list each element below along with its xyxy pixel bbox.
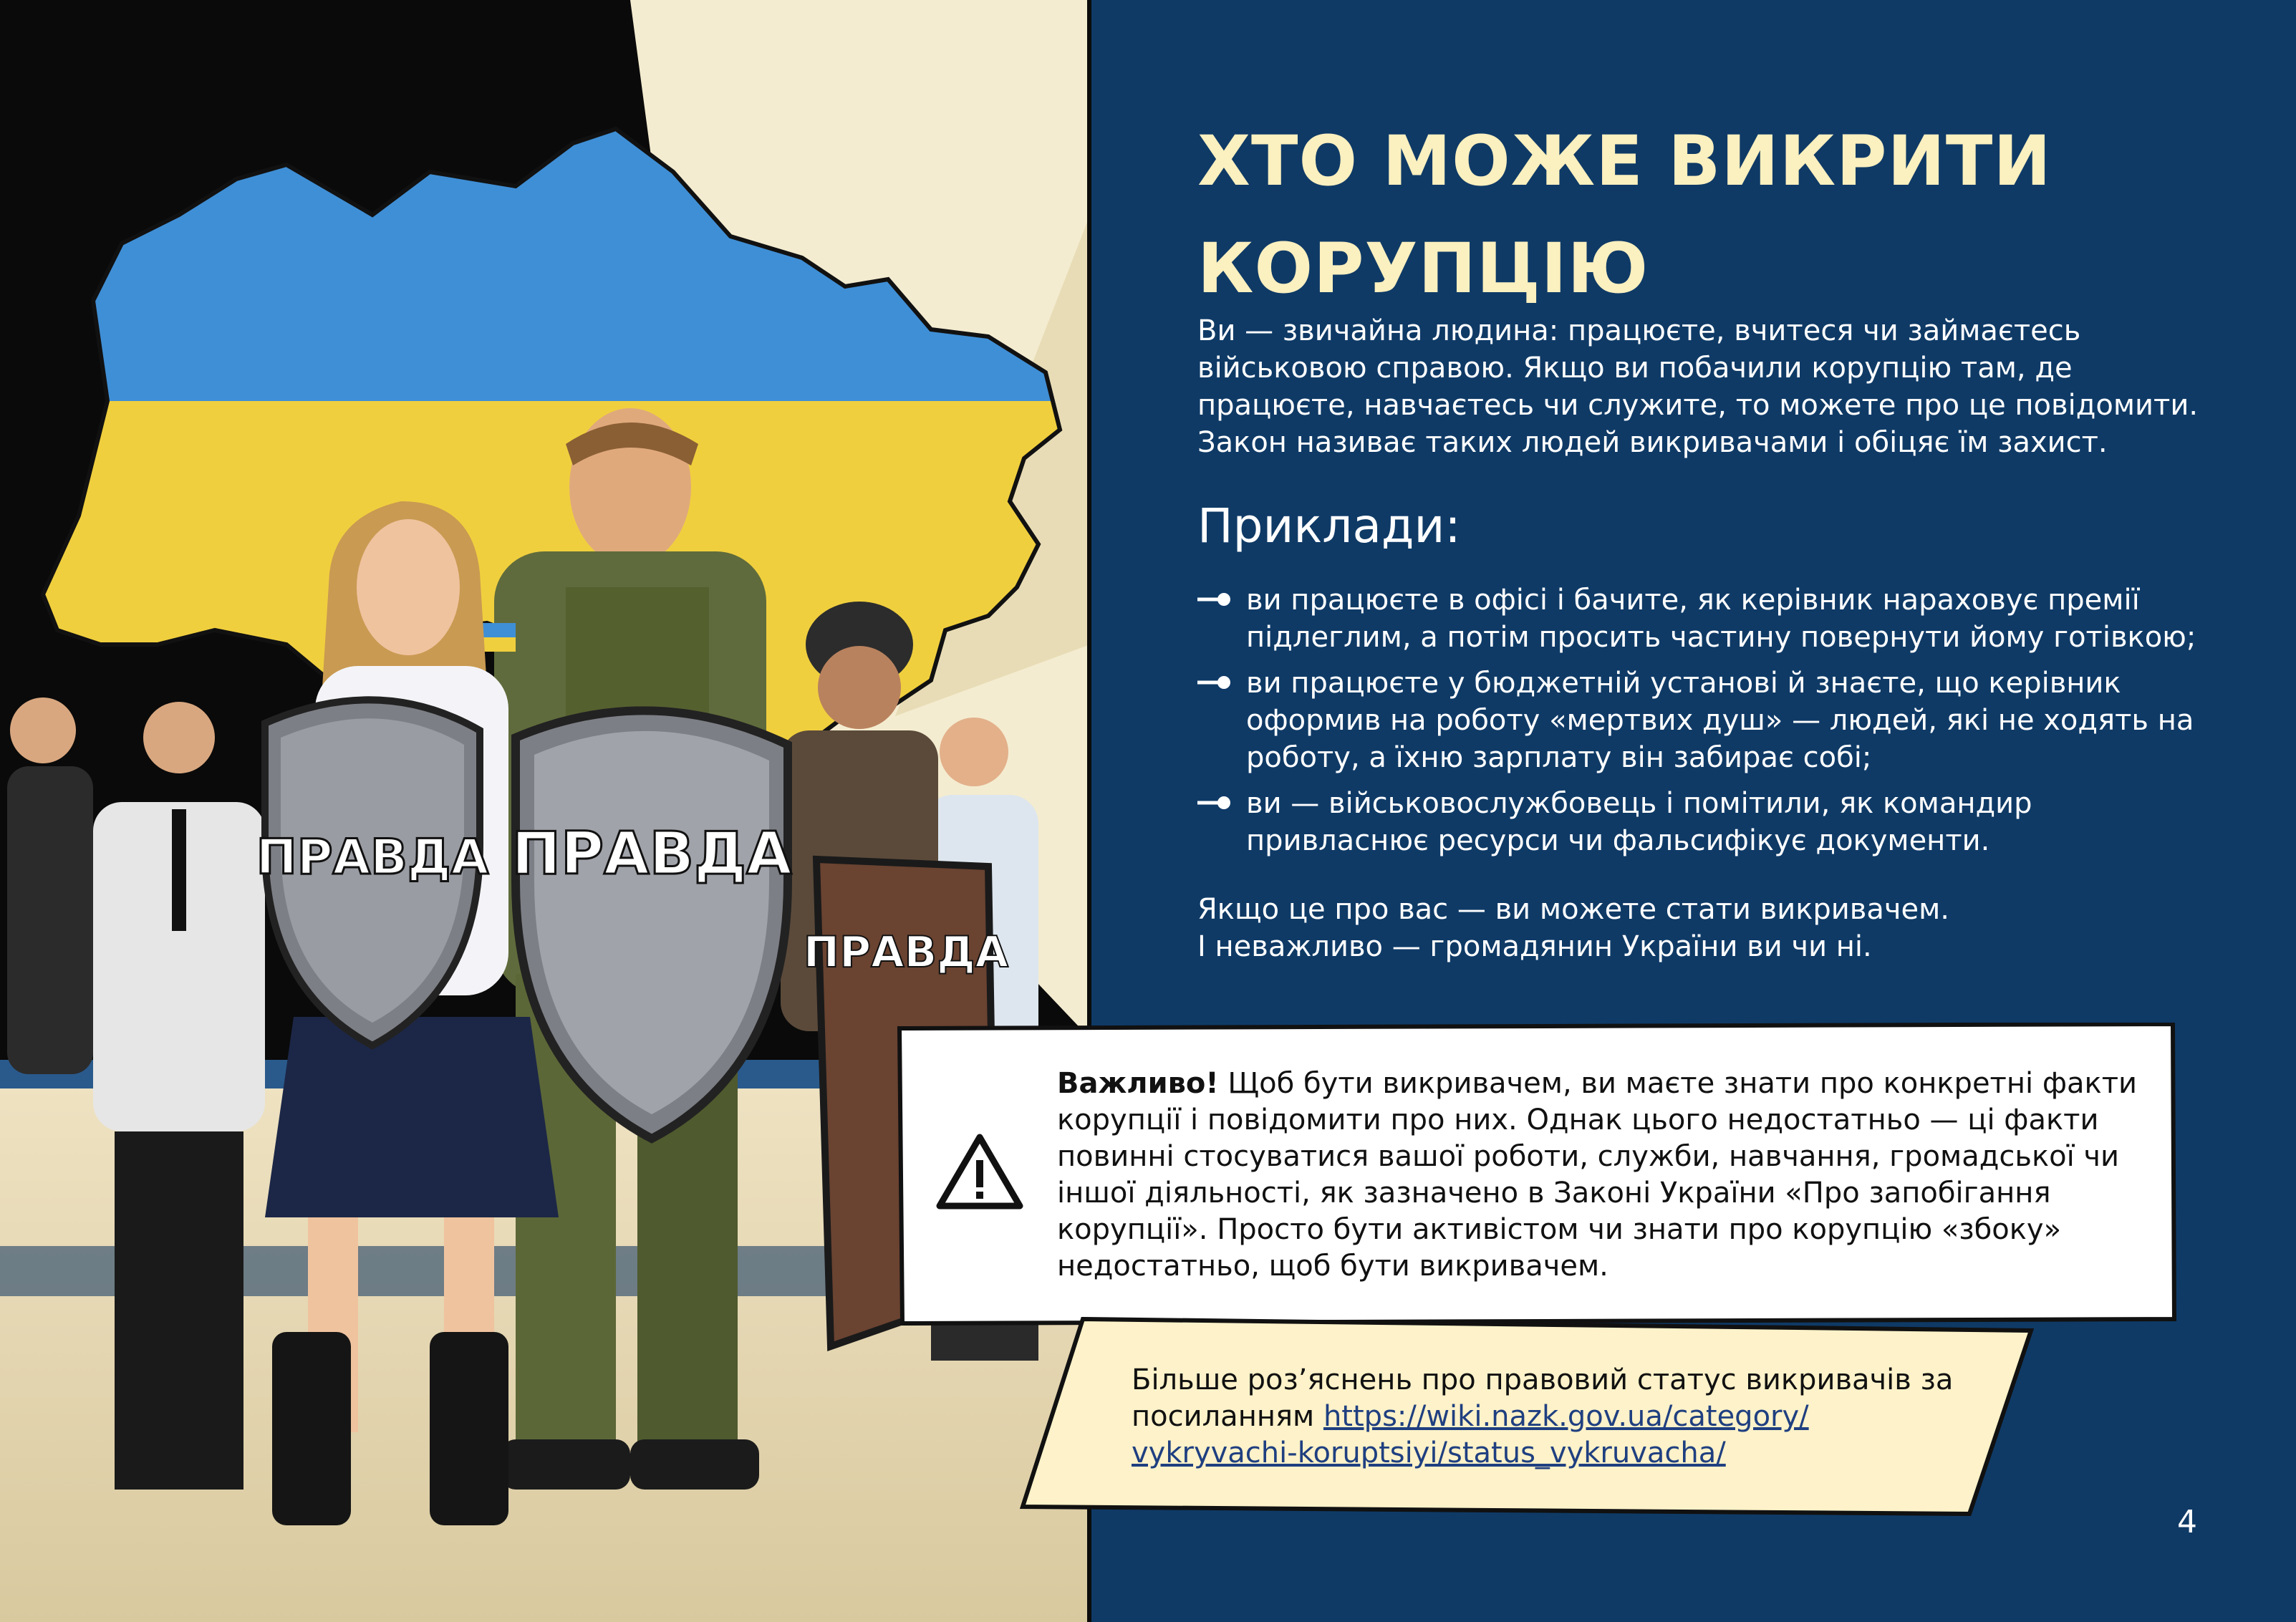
page-title [1197, 107, 2128, 322]
example-text: ви працюєте у бюджетній установі й знаєте, що керівник оформив на роботу «мертвих душ» — людей, які не ходять на роботу, а їхню зарплату він забирає собі; [1246, 667, 2194, 774]
important-label: Важливо! [1057, 1067, 1219, 1100]
note-callout [1020, 1312, 2034, 1518]
figure-man-shirt [93, 702, 265, 1490]
arrow-bullet-icon [1197, 793, 1232, 812]
title-line-1: ХТО МОЖЕ ВИКРИТИ [1197, 121, 2052, 201]
page-number: 4 [2177, 1504, 2197, 1540]
shield-left-label: ПРАВДА [256, 829, 489, 886]
conclusion-paragraph [1197, 891, 2214, 965]
important-callout [897, 1023, 2177, 1328]
warning-triangle-icon [935, 1131, 1024, 1210]
example-text: ви працюєте в офісі і бачите, як керівник нараховує премії підлеглим, а потім просить частину повернути йому готівкою; [1246, 584, 2196, 654]
shield-brown-label: ПРАВДА [803, 927, 1009, 977]
title-line-2: КОРУПЦІЮ [1197, 228, 1649, 309]
conclusion-line-1: Якщо це про вас — ви можете стати викривачем. [1197, 893, 1949, 926]
comic-illustration [0, 0, 1090, 1622]
intro-paragraph: Ви — звичайна людина: працюєте, вчитеся чи займаєтесь військовою справою. Якщо ви побачили корупцію там, де працюєте, навчаєтесь чи служите, то можете про це повідомити. Закон називає таких людей викривачами і обіцяє їм захист. [1197, 314, 2199, 459]
arrow-bullet-icon [1197, 673, 1232, 692]
example-text: ви — військовослужбовець і помітили, як командир привласнює ресурси чи фальсифікує документи. [1246, 787, 2032, 857]
list-item [1197, 581, 2214, 656]
note-body: Більше роз’яснень про правовий статус викривачів за посиланням [1132, 1363, 1954, 1433]
list-item [1197, 785, 2214, 859]
illustration-panel [0, 0, 1090, 1622]
examples-heading: Приклади: [1197, 498, 1461, 554]
note-text [1132, 1362, 2005, 1472]
arrow-bullet-icon [1197, 590, 1232, 609]
important-body: Щоб бути викривачем, ви маєте знати про конкретні факти корупції і повідомити про них. Однак цього недостатньо — ці факти повинні стосуватися вашої роботи, служби, навчання, громадської чи іншої діяльності, як зазначено в Законі України «Про запобігання корупції». Просто бути активістом чи знати про корупцію «збоку» недостатньо, щоб бути викривачем. [1057, 1067, 2137, 1283]
examples-list [1197, 581, 2214, 868]
conclusion-line-2: І неважливо — громадянин України ви чи ні. [1197, 930, 1872, 963]
link-part-1: https://wiki.nazk.gov.ua/category/ [1323, 1400, 1809, 1433]
link-part-2: vykryvachi-koruptsiyi/status_vykruvacha/ [1132, 1437, 1726, 1469]
important-text [1057, 1066, 2146, 1285]
list-item [1197, 665, 2214, 776]
shield-center-label: ПРАВДА [511, 820, 792, 888]
